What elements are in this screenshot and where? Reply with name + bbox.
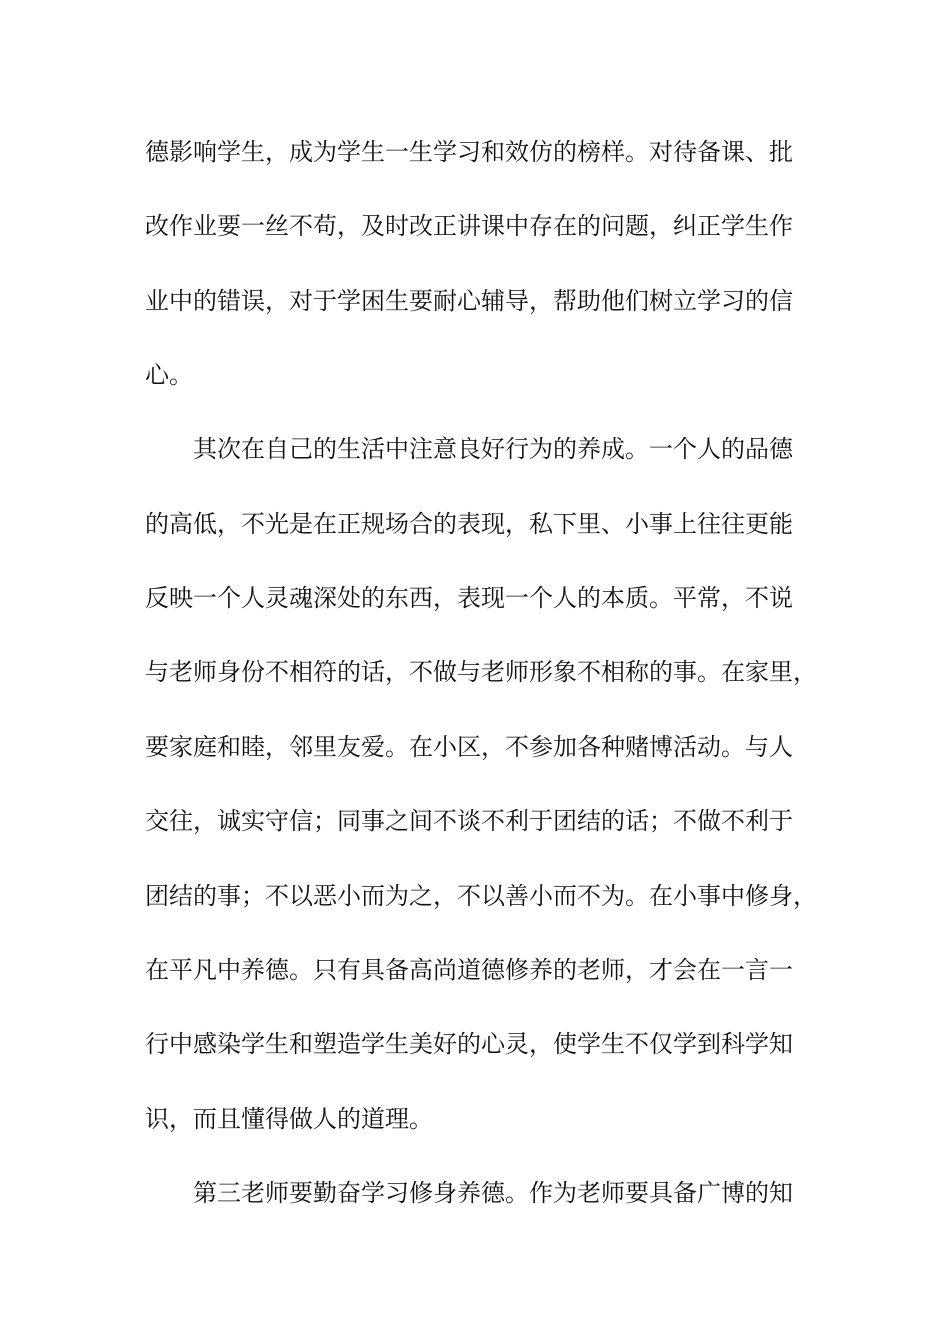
text-line: 的高低，不光是在正规场合的表现，私下里、小事上往往更能 (145, 510, 793, 538)
text-line: 与老师身份不相符的话，不做与老师形象不相称的事。在家里， (145, 658, 817, 686)
text-line: 心。 (145, 361, 193, 389)
text-line: 在平凡中养德。只有具备高尚道德修养的老师，才会在一言一 (145, 956, 793, 984)
text-line: 识，而且懂得做人的道理。 (145, 1105, 433, 1133)
text-line: 业中的错误，对于学困生要耐心辅导，帮助他们树立学习的信 (145, 287, 793, 315)
text-line: 德影响学生，成为学生一生学习和效仿的榜样。对待备课、批 (145, 138, 793, 166)
text-line: 团结的事；不以恶小而为之，不以善小而不为。在小事中修身， (145, 882, 817, 910)
paragraph-first-line: 第三老师要勤奋学习修身养德。作为老师要具备广博的知 (193, 1179, 793, 1207)
text-line: 改作业要一丝不苟，及时改正讲课中存在的问题，纠正学生作 (145, 212, 793, 240)
text-line: 反映一个人灵魂深处的东西，表现一个人的本质。平常，不说 (145, 584, 793, 612)
text-line: 交往，诚实守信；同事之间不谈不利于团结的话；不做不利于 (145, 807, 793, 835)
text-line: 要家庭和睦，邻里友爱。在小区，不参加各种赌博活动。与人 (145, 733, 793, 761)
paragraph-first-line: 其次在自己的生活中注意良好行为的养成。一个人的品德 (193, 435, 793, 463)
text-line: 行中感染学生和塑造学生美好的心灵，使学生不仅学到科学知 (145, 1030, 793, 1058)
